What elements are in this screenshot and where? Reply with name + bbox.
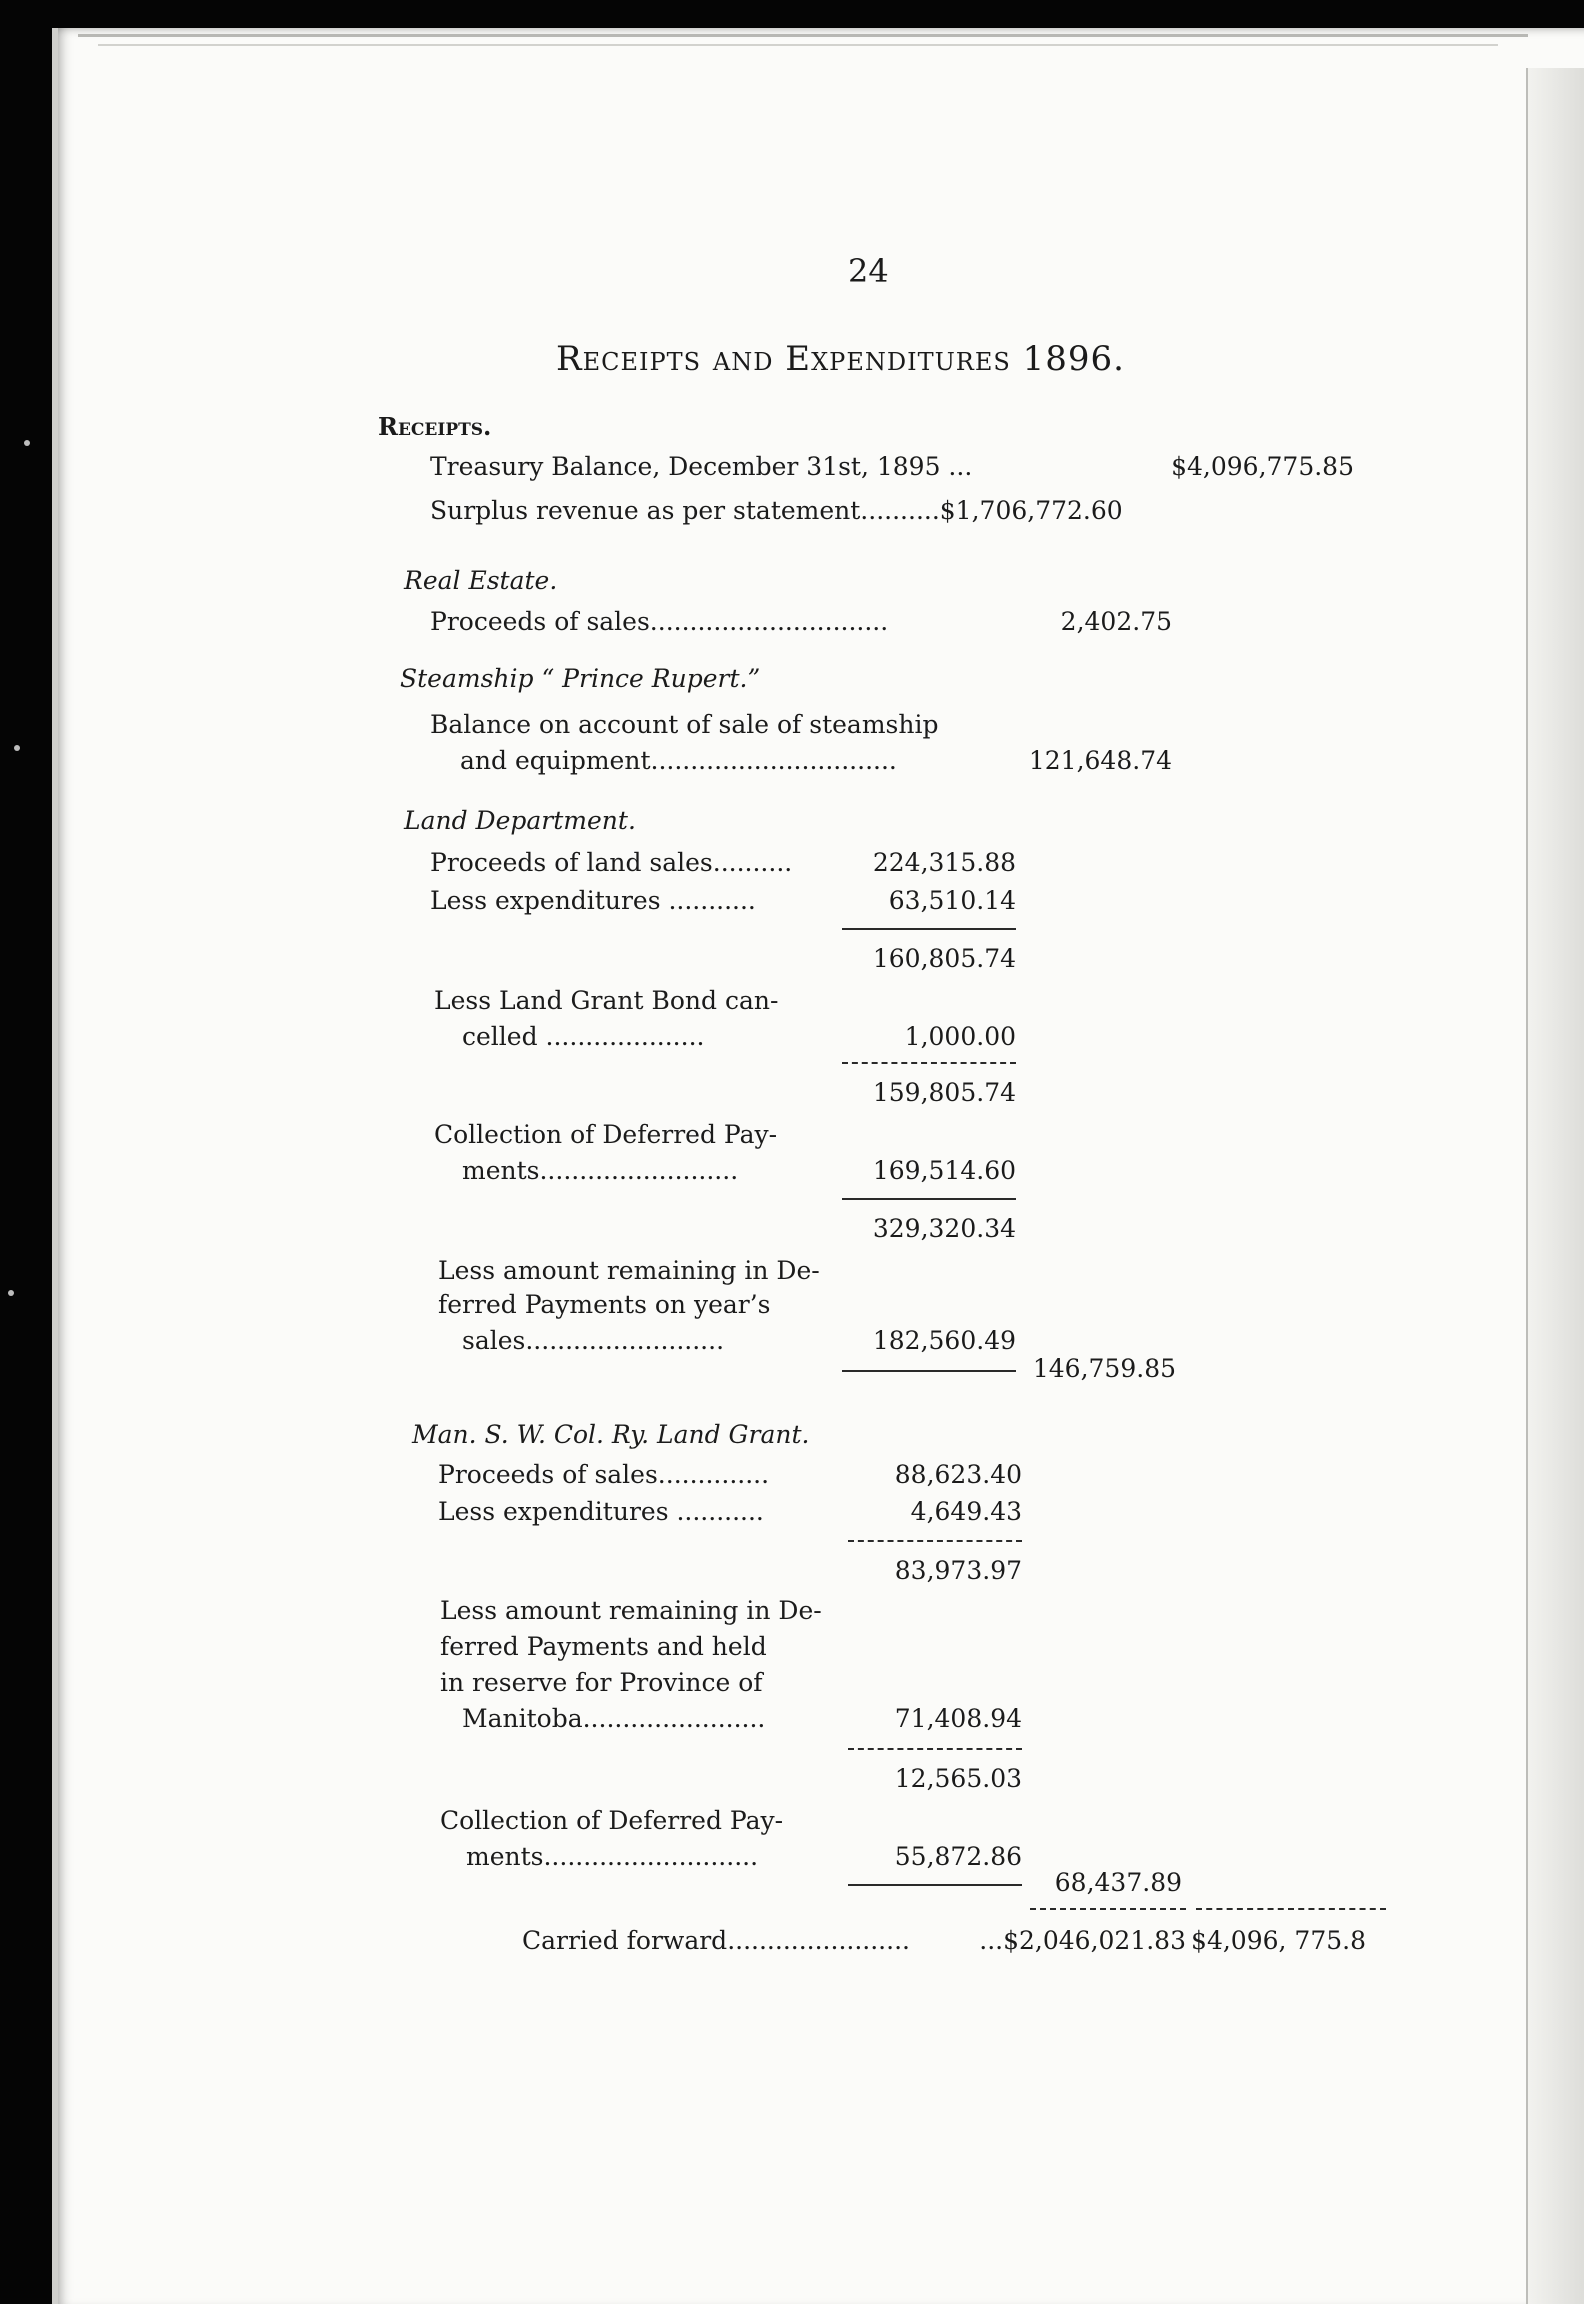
land-rem-line3: sales......................... [462,1326,725,1355]
treasury-label: Treasury Balance, December 31st, 1895 ... [430,452,973,481]
real-estate-heading: Real Estate. [404,566,558,595]
scan-speck [14,745,20,751]
scan-speck [24,440,30,446]
carried-forward-amount-2: $4,096, 775.8 [1191,1926,1366,1955]
land-subtotal-1: 160,805.74 [872,944,1016,973]
land-dept-heading: Land Department. [404,806,636,835]
rule [842,1370,1016,1372]
page-number: 24 [848,252,889,290]
land-proceeds-label: Proceeds of land sales.......... [430,848,793,877]
man-less-exp: 4,649.43 [910,1497,1022,1526]
land-subtotal-2: 159,805.74 [872,1078,1016,1107]
rule [1030,1908,1186,1910]
land-coll: 169,514.60 [872,1156,1016,1185]
land-less-exp-label: Less expenditures ........... [430,886,756,915]
land-coll-line2: ments......................... [462,1156,739,1185]
land-proceeds: 224,315.88 [872,848,1016,877]
man-coll-line1: Collection of Deferred Pay- [440,1806,784,1835]
land-bond-line1: Less Land Grant Bond can- [434,986,779,1015]
page-top-edge-inner [98,44,1498,46]
man-rem-line1: Less amount remaining in De- [440,1596,822,1625]
rule [842,1062,1016,1064]
man-rem: 71,408.94 [894,1704,1022,1733]
land-less-exp: 63,510.14 [888,886,1016,915]
steamship-line1: Balance on account of sale of steamship [430,710,939,739]
land-subtotal-3: 329,320.34 [872,1214,1016,1243]
rule [848,1748,1022,1750]
carried-forward-amount-1: ...$2,046,021.83 [979,1926,1186,1955]
land-total: 146,759.85 [1032,1354,1176,1383]
man-coll: 55,872.86 [894,1842,1022,1871]
steamship-line2: and equipment............................... [460,746,897,775]
land-rem-line1: Less amount remaining in De- [438,1256,820,1285]
steamship-amount: 121,648.74 [1028,746,1172,775]
man-total: 68,437.89 [1054,1868,1182,1897]
land-rem-line2: ferred Payments on year’s [438,1290,771,1319]
steamship-heading: Steamship “ Prince Rupert.” [400,664,761,693]
surplus-line: Surplus revenue as per statement..........$1,706,772.60 [430,496,1123,525]
real-estate-amount: 2,402.75 [1060,607,1172,636]
page-top-edge [78,34,1528,37]
rule [1196,1908,1386,1910]
man-rem-line2: ferred Payments and held [440,1632,767,1661]
section-receipts: Receipts. [378,412,492,441]
page-title: Receipts and Expenditures 1896. [556,339,1125,379]
page-stack-edge [1526,68,1584,2304]
land-bond: 1,000.00 [904,1022,1016,1051]
man-subtotal-2: 12,565.03 [894,1764,1022,1793]
man-subtotal-1: 83,973.97 [894,1556,1022,1585]
man-less-exp-label: Less expenditures ........... [438,1497,764,1526]
man-coll-line2: ments........................... [466,1842,759,1871]
man-proceeds-label: Proceeds of sales.............. [438,1460,770,1489]
land-bond-line2: celled .................... [462,1022,705,1051]
man-rem-line3: in reserve for Province of [440,1668,763,1697]
man-proceeds: 88,623.40 [894,1460,1022,1489]
rule [848,1884,1022,1886]
land-rem: 182,560.49 [872,1326,1016,1355]
rule [848,1540,1022,1542]
scan-speck [8,1290,14,1296]
real-estate-label: Proceeds of sales.............................. [430,607,889,636]
carried-forward-label: Carried forward....................... [522,1926,910,1955]
land-coll-line1: Collection of Deferred Pay- [434,1120,778,1149]
man-rem-line4: Manitoba....................... [462,1704,766,1733]
rule [842,928,1016,930]
rule [842,1198,1016,1200]
treasury-amount: $4,096,775.85 [1171,452,1354,481]
man-sw-heading: Man. S. W. Col. Ry. Land Grant. [412,1420,810,1449]
